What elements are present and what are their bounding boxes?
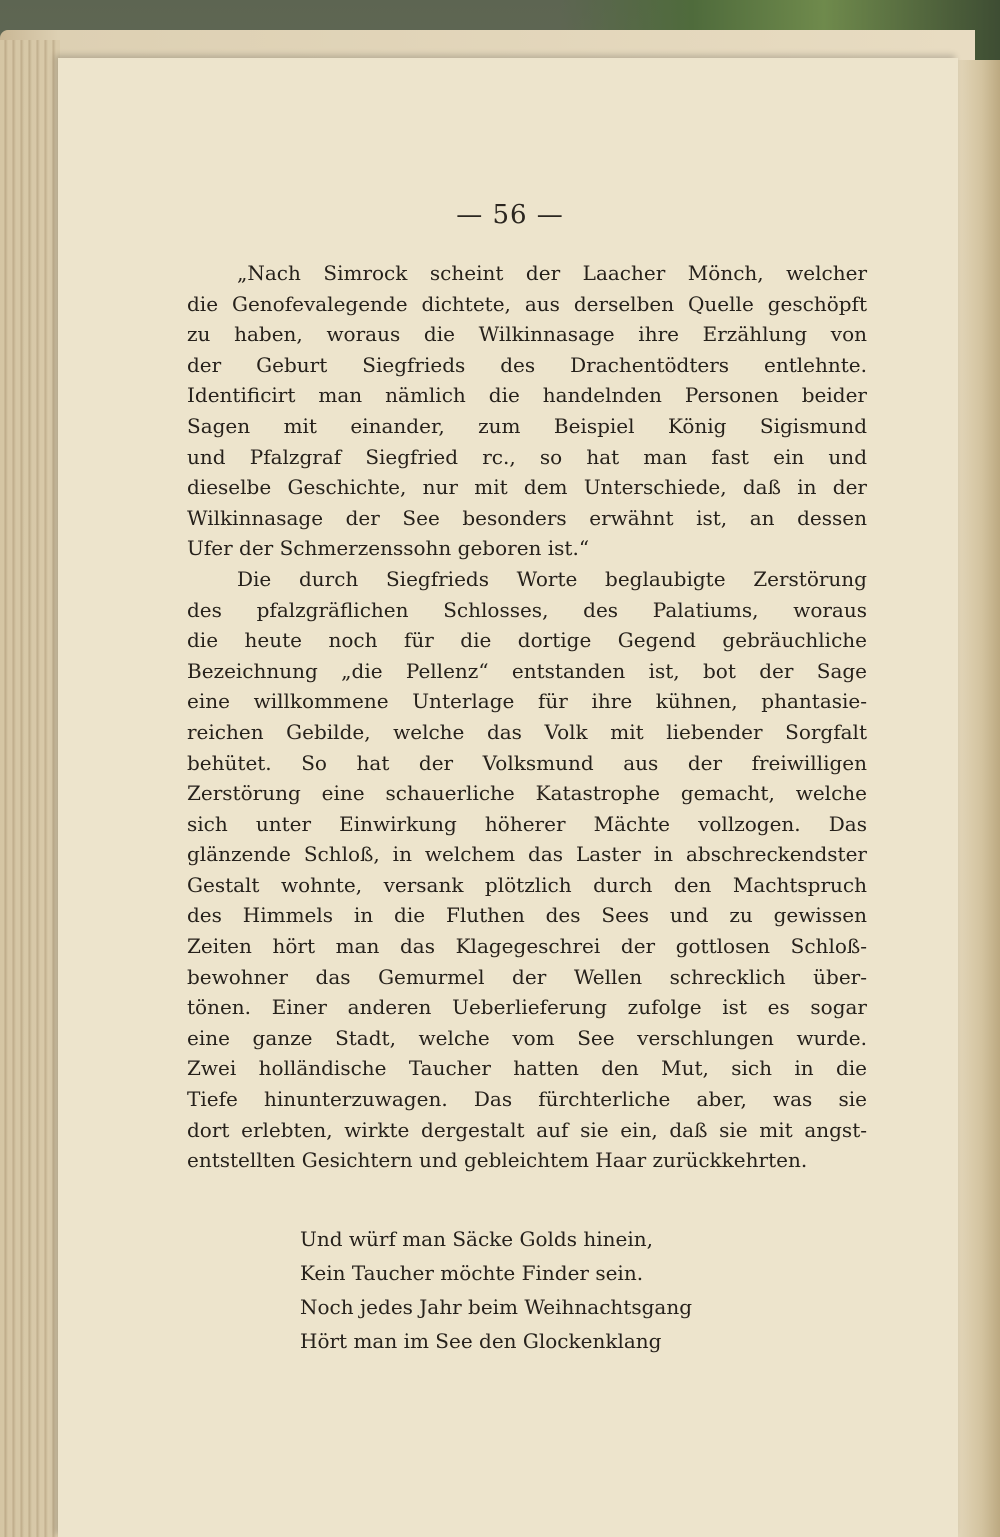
verse-line: Und würf man Säcke Golds hinein, [300,1227,653,1251]
text-line: bewohner das Gemurmel der Wellen schrecklich über- [187,964,867,989]
text-line: „Nach Simrock scheint der Laacher Mönch, welcher [237,261,867,285]
text-line: tönen. Einer anderen Ueberlieferung zufolge ist es sogar [187,995,867,1020]
page-edges-right [955,60,1000,1537]
text-line: des pfalzgräflichen Schlosses, des Palatiums, woraus [187,597,867,622]
text-line: eine willkommene Unterlage für ihre kühnen, phantasie- [187,689,867,714]
text-line: Bezeichnung „die Pellenz“ entstanden ist, bot der Sage [187,658,867,683]
text-line: Zerstörung eine schauerliche Katastrophe gemacht, welche [187,781,867,806]
text-line: Die durch Siegfrieds Worte beglaubigte Zerstörung [237,566,867,591]
text-line: der Geburt Siegfrieds des Drachentödters entlehnte. [187,352,867,377]
text-line: die Genofevalegende dichtete, aus derselben Quelle geschöpft [187,291,867,316]
verse-line: Hört man im See den Glockenklang [300,1329,662,1353]
text-line: Sagen mit einander, zum Beispiel König Sigismund [187,413,867,438]
text-line: Identificirt man nämlich die handelnden Personen beider [187,383,867,408]
text-line: Ufer der Schmerzenssohn geboren ist.“ [187,536,590,561]
text-line: Gestalt wohnte, versank plötzlich durch den Machtspruch [187,872,867,897]
text-line: und Pfalzgraf Siegfried rc., so hat man fast ein und [187,444,867,469]
text-line: Zwei holländische Taucher hatten den Mut, sich in die [187,1056,867,1081]
text-line: des Himmels in die Fluthen des Sees und zu gewissen [187,903,867,928]
verse-block [300,1222,860,1358]
verse-line: Noch jedes Jahr beim Weihnachtsgang [300,1295,693,1319]
text-line: dieselbe Geschichte, nur mit dem Unterschiede, daß in der [187,475,867,500]
text-line: dort erlebten, wirkte dergestalt auf sie ein, daß sie mit angst- [187,1117,867,1142]
text-line: reichen Gebilde, welche das Volk mit liebender Sorgfalt [187,719,867,744]
text-line: zu haben, woraus die Wilkinnasage ihre Erzählung von [187,322,867,347]
text-line: sich unter Einwirkung höherer Mächte vollzogen. Das [187,811,867,836]
text-line: glänzende Schloß, in welchem das Laster in abschreckendster [187,842,867,867]
page-edges-left [0,40,60,1537]
text-line: behütet. So hat der Volksmund aus der freiwilligen [187,750,867,775]
verse-line: Kein Taucher möchte Finder sein. [300,1261,644,1285]
text-line: entstellten Gesichtern und gebleichtem Haar zurückkehrten. [187,1148,808,1173]
text-line: die heute noch für die dortige Gegend gebräuchliche [187,628,867,653]
text-line: eine ganze Stadt, welche vom See verschlungen wurde. [187,1025,867,1050]
text-line: Wilkinnasage der See besonders erwähnt ist, an dessen [187,505,867,530]
text-line: Tiefe hinunterzuwagen. Das fürchterliche aber, was sie [187,1087,867,1112]
body-text [187,258,867,1176]
text-line: Zeiten hört man das Klagegeschrei der gottlosen Schloß- [187,934,867,959]
page-number: — 56 — [456,200,564,230]
